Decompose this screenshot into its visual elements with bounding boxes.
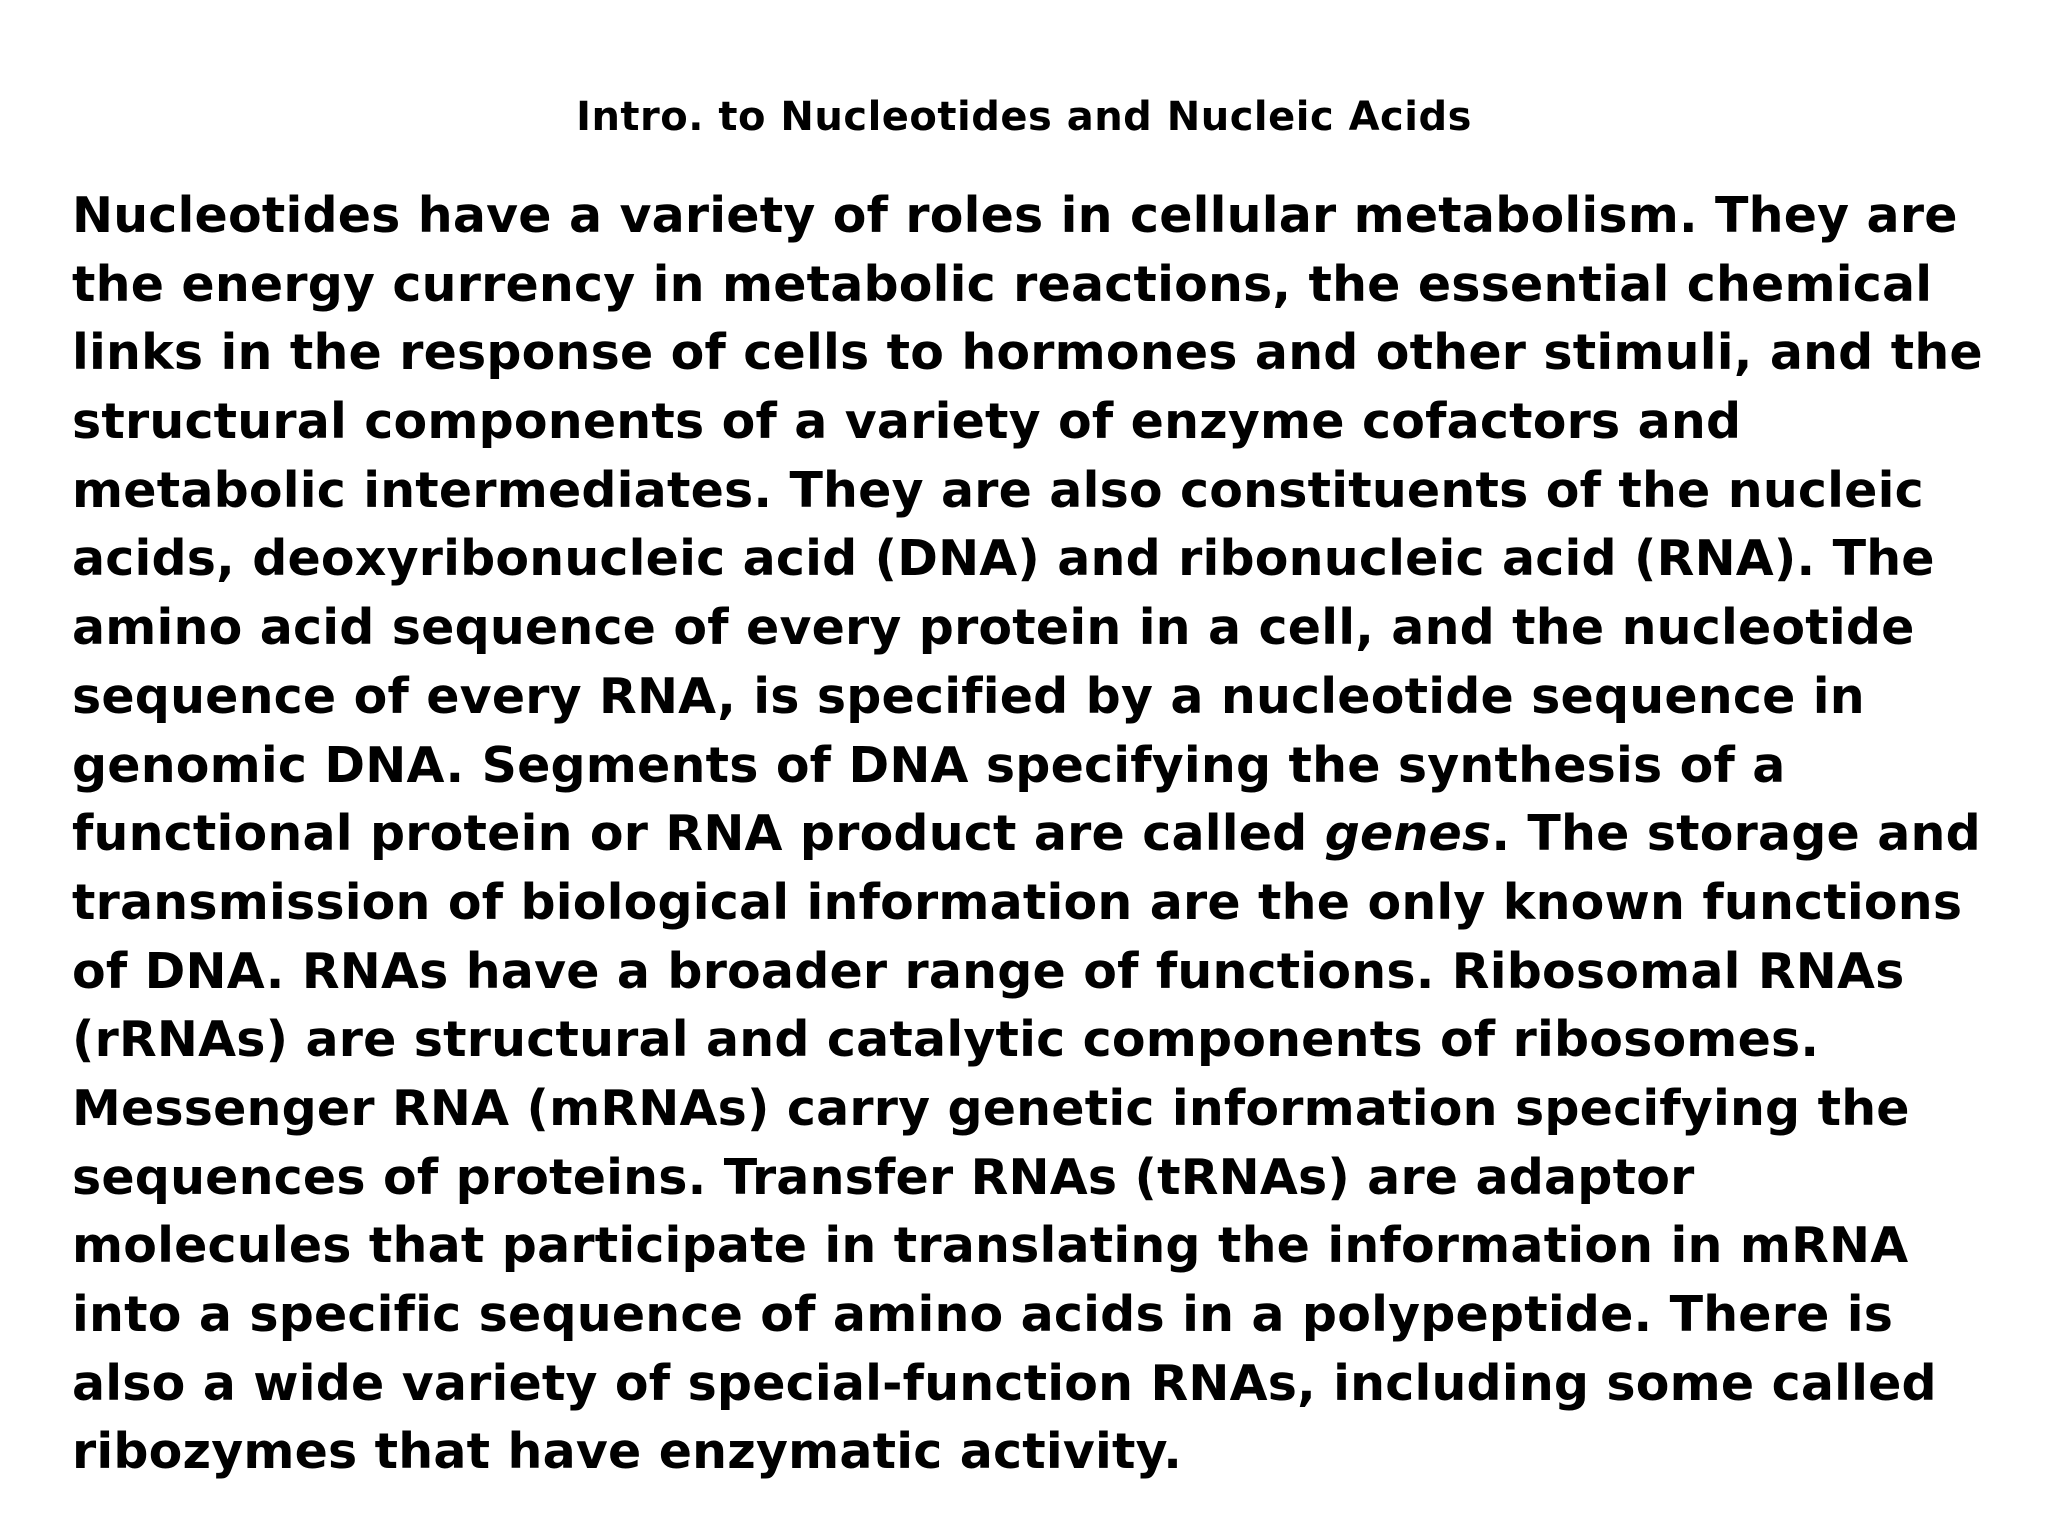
body-line-19: ribozymes that have enzymatic activity. bbox=[72, 1423, 1183, 1481]
genes-term: genes bbox=[1324, 805, 1492, 863]
body-line-2: the energy currency in metabolic reactions, the essential chemical bbox=[72, 255, 1933, 313]
body-line-17: into a specific sequence of amino acids in a polypeptide. There is bbox=[72, 1286, 1894, 1343]
body-line-11: transmission of biological information are the only known functions bbox=[72, 873, 1963, 931]
body-line-3: links in the response of cells to hormones and other stimuli, and the bbox=[72, 324, 1983, 382]
body-line-10 bbox=[72, 800, 2032, 869]
body-line-18: also a wide variety of special-function RNAs, including some called bbox=[72, 1354, 1937, 1412]
slide-body bbox=[72, 182, 2032, 1487]
body-line-5: metabolic intermediates. They are also constituents of the nucleic bbox=[72, 461, 1924, 519]
body-line-6: acids, deoxyribonucleic acid (DNA) and ribonucleic acid (RNA). The bbox=[72, 530, 1935, 588]
body-line-10-after: . The storage and bbox=[1491, 805, 1981, 863]
body-line-15: sequences of proteins. Transfer RNAs (tRNAs) are adaptor bbox=[72, 1148, 1695, 1206]
body-line-4: structural components of a variety of enzyme cofactors and bbox=[72, 393, 1742, 451]
body-line-8: sequence of every RNA, is specified by a nucleotide sequence in bbox=[72, 667, 1865, 725]
body-line-16: molecules that participate in translating the information in mRNA bbox=[72, 1217, 1909, 1275]
slide-title: Intro. to Nucleotides and Nucleic Acids bbox=[576, 94, 1472, 140]
body-line-9: genomic DNA. Segments of DNA specifying the synthesis of a bbox=[72, 736, 1786, 794]
body-line-7: amino acid sequence of every protein in a cell, and the nucleotide bbox=[72, 599, 1915, 657]
body-line-10-before: functional protein or RNA product are called bbox=[72, 805, 1325, 863]
body-line-1: Nucleotides have a variety of roles in cellular metabolism. They are bbox=[72, 187, 1958, 244]
body-line-13: (rRNAs) are structural and catalytic components of ribosomes. bbox=[72, 1011, 1820, 1069]
body-line-14: Messenger RNA (mRNAs) carry genetic information specifying the bbox=[72, 1079, 1910, 1137]
body-line-12: of DNA. RNAs have a broader range of functions. Ribosomal RNAs bbox=[72, 942, 1905, 1000]
